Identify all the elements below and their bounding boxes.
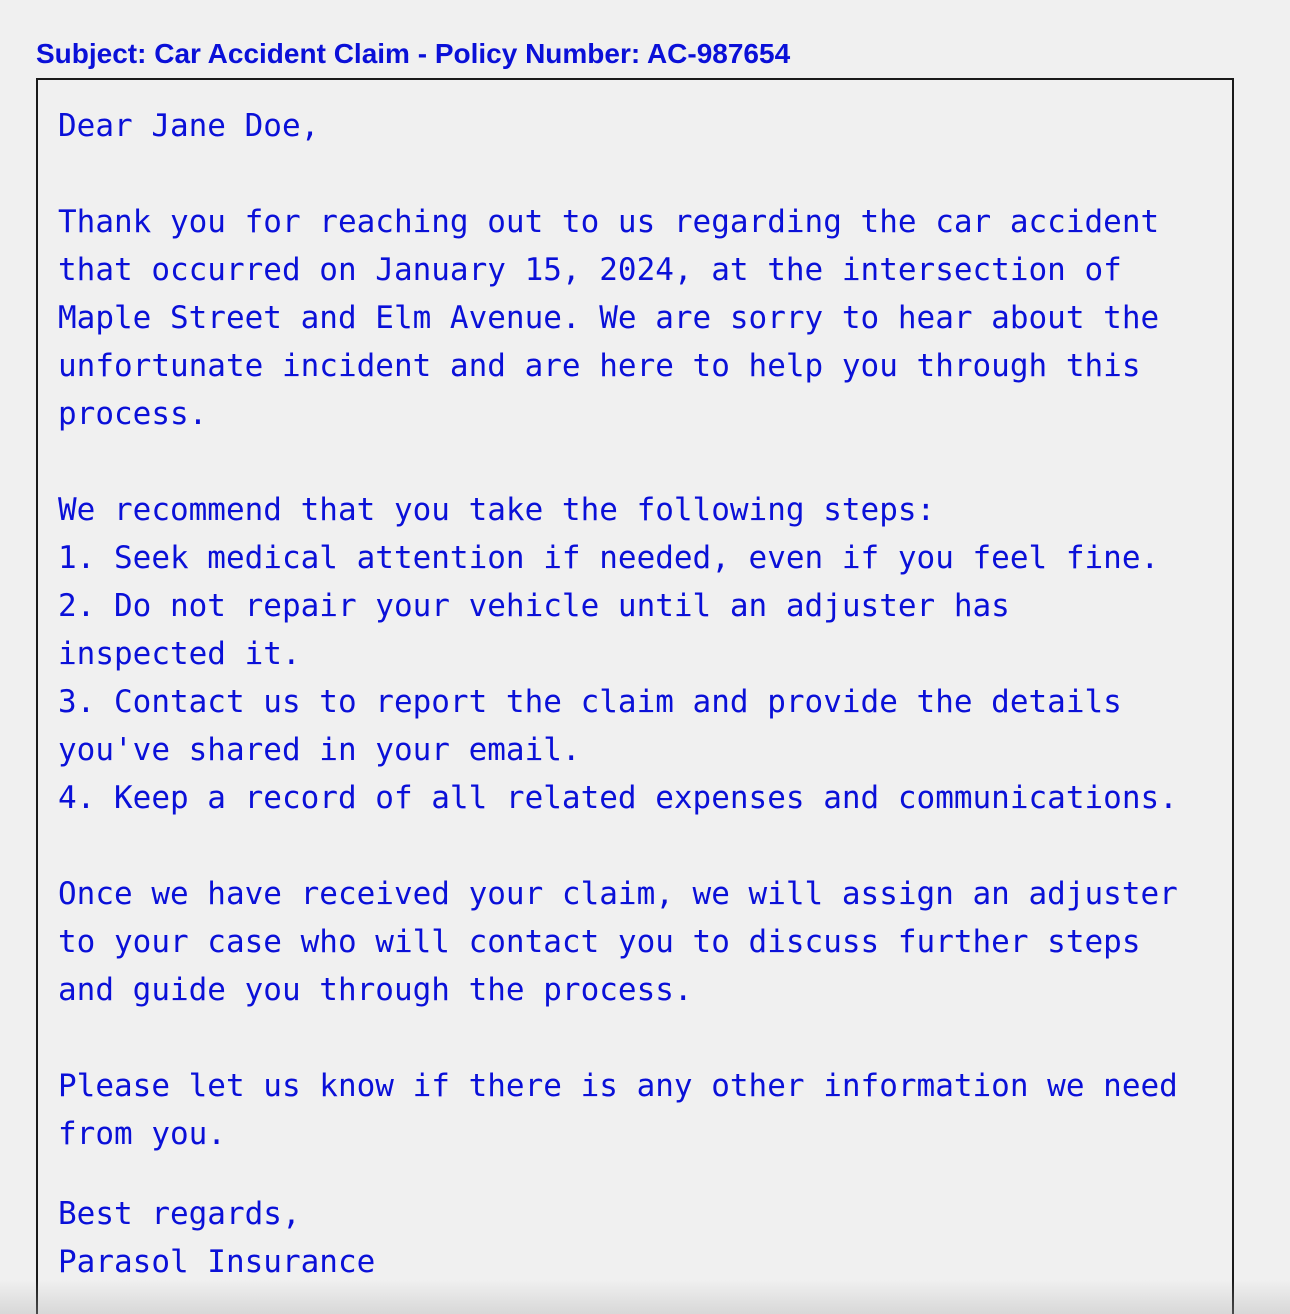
email-greeting: Dear Jane Doe, (58, 108, 320, 144)
email-paragraph-request: Please let us know if there is any other information we need from you. (58, 1068, 1178, 1152)
email-paragraph-intro: Thank you for reaching out to us regarding the car accident that occurred on January 15, 2024, at the intersection of Maple Street and Elm Avenue. We are sorry to hear about the unfortunate incident and are here to help you through this process. (58, 204, 1160, 432)
email-closing-signature: Best regards, Parasol Insurance (58, 1196, 376, 1280)
email-paragraph-adjuster: Once we have received your claim, we will assign an adjuster to your case who will contact you to discuss further steps and guide you through the process. (58, 876, 1178, 1008)
email-steps-list: We recommend that you take the following steps: 1. Seek medical attention if needed, even if you feel fine. 2. Do not repair your vehicle until an adjuster has inspected it. 3. Contact us to report the claim and provide the details you've shared in your email. 4. Keep a record of all related expenses and communications. (58, 492, 1178, 816)
email-subject: Subject: Car Accident Claim - Policy Number: AC-987654 (36, 38, 791, 69)
email-body-box (36, 78, 1234, 1314)
